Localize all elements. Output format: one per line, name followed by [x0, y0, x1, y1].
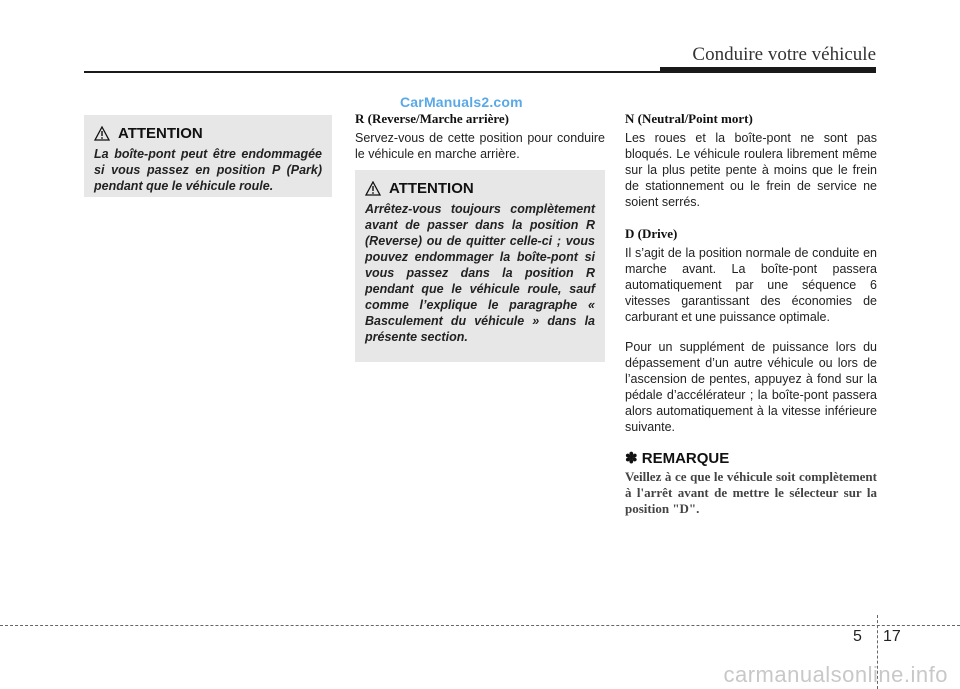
page-number: 17 [883, 628, 901, 645]
remark-title: ✽ REMARQUE [625, 450, 730, 467]
chapter-number: 5 [853, 628, 862, 645]
heading-neutral: N (Neutral/Point mort) [625, 111, 753, 126]
paragraph-drive: Il s’agit de la position normale de conduite en marche avant. La boîte-pont passera automatiquement par une séquence 6 vitesses garantissant des économies de carburant et une puissance optimale. [625, 246, 877, 324]
right-column [625, 111, 877, 517]
paragraph-reverse: Servez-vous de cette position pour conduire le véhicule en marche arrière. [355, 131, 605, 161]
attention-title: ATTENTION [118, 125, 203, 142]
attention-body: La boîte-pont peut être endommagée si vous passez en position P (Park) pendant que le véhicule roule. [94, 147, 322, 193]
footer-watermark: carmanualsonline.info [723, 662, 948, 687]
attention-header [365, 180, 595, 197]
attention-title: ATTENTION [389, 180, 474, 197]
warning-triangle-icon [94, 126, 110, 141]
watermark-text: CarManuals2.com [400, 94, 523, 110]
header-rule-accent [660, 67, 876, 73]
paragraph-drive-kickdown: Pour un supplément de puissance lors du dépassement d’un autre véhicule ou lors de l’ascension de pentes, appuyez à fond sur la pédale d’accélérateur ; la boîte-pont passera alors automatiquement à la vitesse inférieure suivante. [625, 340, 877, 434]
paragraph-neutral: Les roues et la boîte-pont ne sont pas bloqués. Le véhicule roulera librement même sur la plus petite pente à moins que le frein de stationnement ou le frein de service ne soient serrés. [625, 131, 877, 209]
page-header-title: Conduire votre véhicule [692, 44, 876, 65]
attention-box-park [84, 115, 332, 197]
heading-reverse: R (Reverse/Marche arrière) [355, 111, 509, 126]
attention-body: Arrêtez-vous toujours complètement avant de passer dans la position R (Reverse) ou de quitter celle-ci ; vous pouvez endommager la boîte-pont si vous passez dans la position R pendant que le véhicule roule, sauf comme l’explique le paragraphe « Basculement du véhicule » dans la présente section. [365, 202, 595, 344]
heading-drive: D (Drive) [625, 226, 678, 241]
attention-header [94, 125, 322, 142]
middle-column [355, 111, 605, 162]
attention-box-reverse [355, 170, 605, 362]
header-rule [84, 71, 660, 73]
warning-triangle-icon [365, 181, 381, 196]
footer-rule [0, 625, 960, 626]
remark-body: Veillez à ce que le véhicule soit complètement à l'arrêt avant de mettre le sélecteur sur la position "D". [625, 469, 877, 516]
